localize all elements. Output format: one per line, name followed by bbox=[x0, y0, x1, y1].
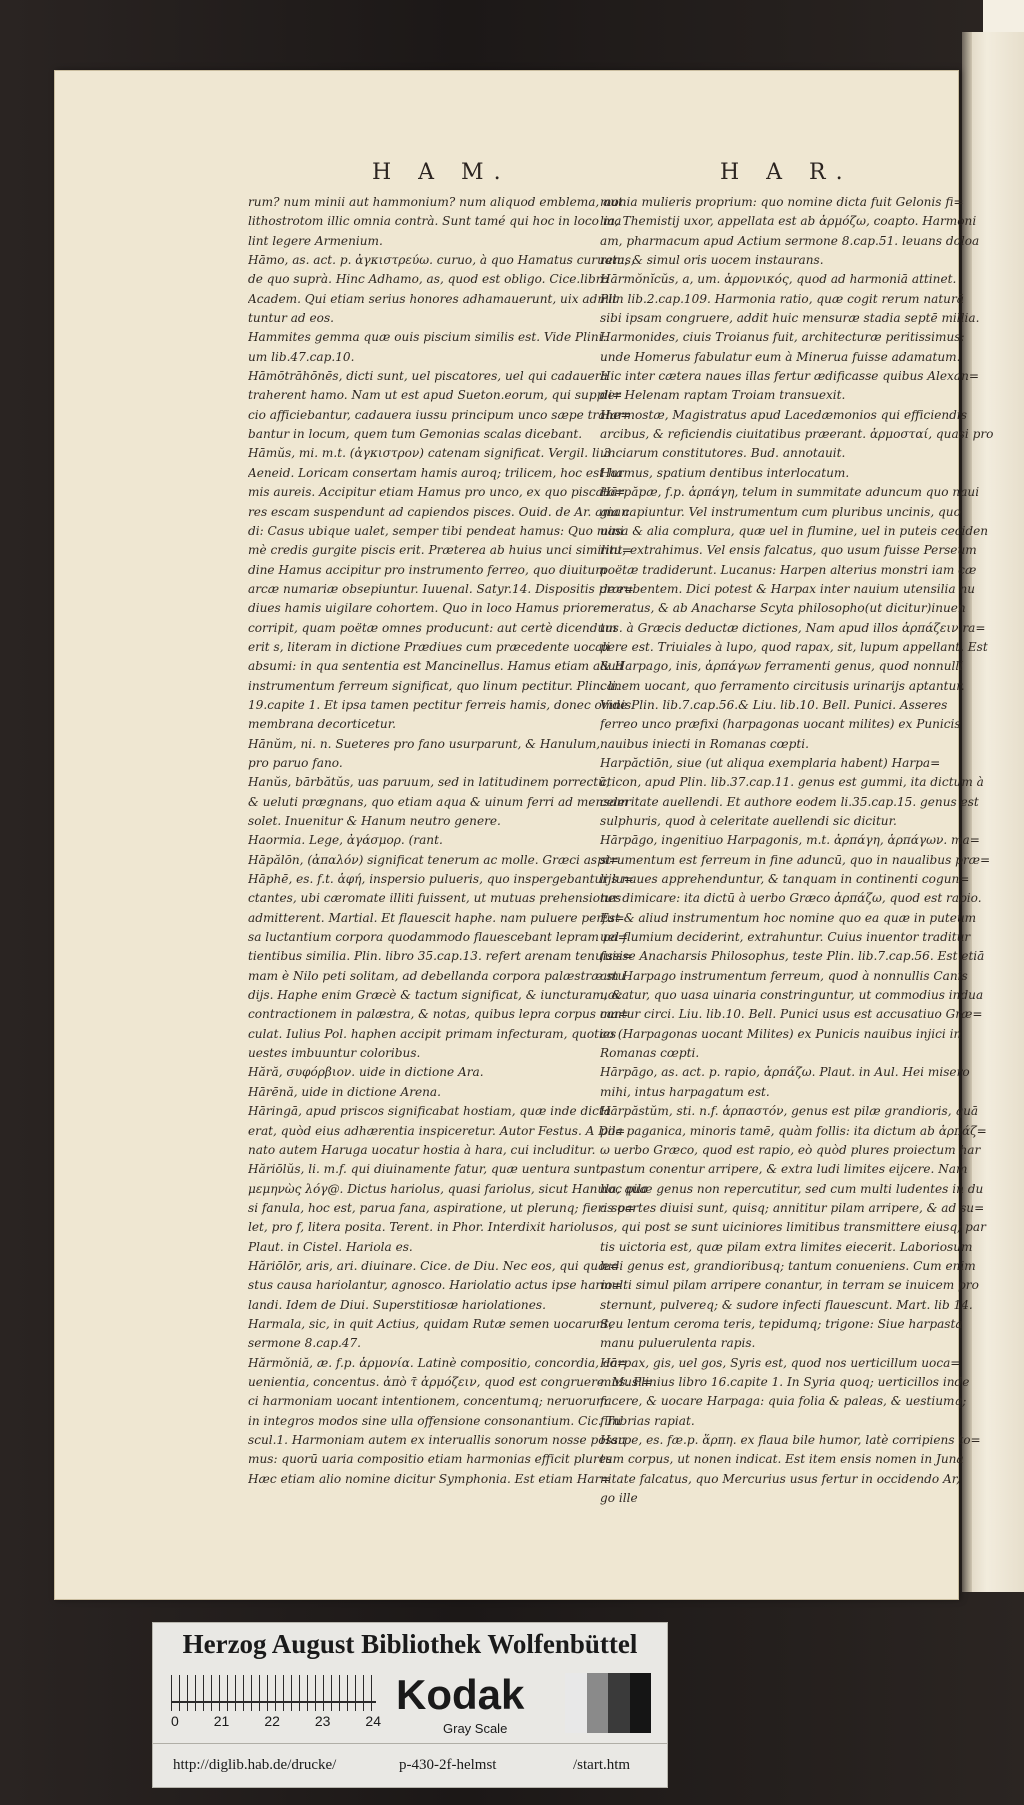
url-suffix: /start.htm bbox=[573, 1757, 631, 1773]
text-line: poëtæ tradiderunt. Lucanus: Harpen alterius monstri iam cæ bbox=[600, 562, 977, 577]
text-line: si fanula, hoc est, parua fana, aspiratione, ut plerunq; fieri so= bbox=[248, 1200, 635, 1215]
text-line: Hăriōlŭs, li. m.f. qui diuinamente fatur, quæ uentura sunt, bbox=[248, 1162, 605, 1177]
text-line: rum? num minii aut hammonium? num aliquod emblema, aut bbox=[248, 195, 623, 209]
text-line: ferreo unco præfixi (harpagonas uocant milites) ex Punicis bbox=[600, 717, 961, 732]
text-line: Hāringā, apud priscos significabat hostiam, quæ inde dicta bbox=[248, 1104, 612, 1119]
text-line: mam è Nilo peti solitam, ad debellanda corpora palæstræ stu bbox=[248, 968, 626, 983]
text-line: ω uerbo Græco, quod est rapio, eò quòd plures proiectum har bbox=[600, 1142, 981, 1157]
text-line: Hārpăpæ, f.p. ἁρπάγη, telum in summitate aduncum quo naui bbox=[600, 485, 980, 500]
text-line: pastum conentur arripere, & extra ludi limites eijcere. Nam bbox=[600, 1162, 968, 1177]
text-line: Hanŭs, bārbătŭs, uas paruum, sed in latitudinem porrectū, bbox=[248, 775, 610, 790]
text-line: gia capiuntur. Vel instrumentum cum pluribus uncinis, quo bbox=[600, 504, 961, 519]
kodak-logo: Kodak bbox=[396, 1671, 525, 1718]
url-prefix: http://diglib.hab.de/drucke/ bbox=[173, 1757, 337, 1773]
text-line: Hăriōlōr, aris, ari. diuinare. Cice. de Diu. Nec eos, qui quæ= bbox=[248, 1258, 620, 1273]
text-line: manu puluerulenta rapis. bbox=[600, 1336, 756, 1351]
text-line: mus. Plinius libro 16.capite 1. In Syria quoq; uerticillos inde bbox=[600, 1374, 970, 1389]
text-line: Harmala, sic, in quit Actius, quidam Rutæ semen uocarunt, bbox=[248, 1316, 613, 1331]
target-divider bbox=[153, 1743, 667, 1744]
text-line: Hic inter cætera naues illas fertur ædificasse quibus Alexan= bbox=[600, 369, 980, 384]
text-line: pila paganica, minoris tamē, quàm follis: ita dictum ab ἁρπάζ= bbox=[600, 1123, 987, 1138]
text-line: dijs. Haphe enim Græcè & tactum significat, & iuncturam, & bbox=[248, 988, 623, 1003]
text-line: Hără, συφόρβιον. uide in dictione Ara. bbox=[248, 1065, 484, 1080]
scale-ruler-base bbox=[171, 1701, 376, 1703]
text-line: um lib.47.cap.10. bbox=[248, 349, 355, 364]
text-line: μεμηνὼς λόγ@. Dictus hariolus, quasi fariolus, sicut Hanula, qua bbox=[248, 1181, 647, 1196]
text-line: diues hamis uigilare cohortem. Quo in loco Hamus priorem bbox=[248, 601, 612, 616]
text-line: in integros modos sine ulla offensione consonantium. Cic. Tu bbox=[248, 1413, 622, 1428]
text-line: canem uocant, quo ferramento circitusis urinarijs aptantur. bbox=[600, 678, 965, 693]
header-right: H A R. bbox=[720, 160, 853, 185]
text-line: mus: quorū uaria compositio etiam harmonias efficit plures. bbox=[248, 1452, 616, 1467]
text-line: instrumentum ferreum significat, quo linum pectitur. Plin. li. bbox=[248, 678, 620, 693]
text-line: fimbrias rapiat. bbox=[600, 1413, 695, 1428]
scale-number: 23 bbox=[314, 1713, 331, 1729]
text-line: unciarum constitutores. Bud. annotauit. bbox=[600, 446, 846, 461]
gray-swatches bbox=[565, 1673, 651, 1733]
scale-ruler bbox=[171, 1675, 376, 1711]
text-line: sa luctantium corpora quodammodo flauescebant lepram pa= bbox=[248, 930, 628, 945]
scale-number: 24 bbox=[365, 1713, 381, 1729]
text-line: nauibus iniecti in Romanas cœpti. bbox=[600, 736, 809, 751]
text-line: lia, Themistij uxor, appellata est ab ἁρμόζω, coapto. Harmoni bbox=[600, 214, 977, 229]
text-line: contractionem in palæstra, & notas, quibus lepra corpus ma= bbox=[248, 1007, 629, 1022]
text-line: Harmostæ, Magistratus apud Lacedæmonios qui efficiendis bbox=[600, 407, 967, 422]
gray-swatch bbox=[608, 1673, 630, 1733]
text-line: uenientia, concentus. ἀπὸ τ̄ ἁρμόζειν, quod est congruere. Musi= bbox=[248, 1374, 653, 1389]
text-line: Vide Plin. lib.7.cap.56.& Liu. lib.10. Bell. Punici. Asseres bbox=[600, 697, 948, 712]
text-line: sternunt, pulvereq; & sudore infecti flauescunt. Mart. lib 14. bbox=[600, 1297, 973, 1312]
text-line: Hārpāgo, ingenitiuo Harpagonis, m.t. ἁρπάγη, ἁρπάγων. ma= bbox=[600, 833, 980, 848]
text-line: unde Homerus fabulatur eum à Minerua fuisse adamatum. bbox=[600, 349, 961, 364]
text-line: go ille bbox=[600, 1491, 638, 1506]
text-line: let, pro f, litera posita. Terent. in Phor. Interdixit hariolus. bbox=[248, 1220, 603, 1235]
text-line: mihi, intus harpagatum est. bbox=[600, 1084, 770, 1099]
url-row bbox=[153, 1749, 667, 1783]
text-line: Hāphē, es. f.t. ἁφή, inspersio pulueris, quo inspergebantur lu= bbox=[248, 872, 634, 887]
text-line: Hārmŏnĭcŭs, a, um. ἁρμονικός, quod ad harmoniā attinet. bbox=[600, 272, 957, 287]
text-line: Hāpălōn, (ἁπαλόν) significat tenerum ac molle. Græci aspi= bbox=[248, 852, 619, 867]
text-line: Academ. Qui etiam serius honores adhamauerunt, uix admit bbox=[248, 291, 618, 306]
text-line: di: Casus ubique ualet, semper tibi pendeat hamus: Quo mini bbox=[248, 523, 624, 538]
text-line: Romanas cœpti. bbox=[600, 1046, 700, 1061]
text-line: arcæ numariæ obsepiuntur. Iuuenal. Satyr.14. Dispositis præ= bbox=[248, 581, 634, 596]
text-line: & ueluti prægnans, quo etiam aqua & uinum ferri ad mensam bbox=[248, 794, 629, 809]
text-line: Aeneid. Loricam consertam hamis auroq; trilicem, hoc est ha bbox=[248, 465, 623, 480]
text-line: Hāmŭs, mi. m.t. (ἀγκιστρον) catenam significat. Vergil. li.3. bbox=[248, 446, 616, 461]
text-line: facere, & uocare Harpaga: quia folia & paleas, & uestiumq; bbox=[600, 1394, 967, 1409]
text-line: admitterent. Martial. Et flauescit haphe. nam puluere perfu= bbox=[248, 910, 625, 925]
text-line: Harpe, es. fæ.p. ἅρπη. ex flaua bile humor, latè corripiens to= bbox=[600, 1433, 981, 1447]
text-line: res escam suspendunt ad capiendos pisces. Ouid. de Ar. aman bbox=[248, 504, 629, 519]
text-line: as partes diuisi sunt, quisq; annititur pilam arripere, & ad su= bbox=[600, 1200, 985, 1215]
text-line: am, pharmacum apud Actium sermone 8.cap.51. leuans doloa bbox=[600, 233, 980, 248]
text-line: tientibus similia. Plin. libro 35.cap.13. refert arenam tenuissi= bbox=[248, 949, 634, 964]
text-line: uestes imbuuntur coloribus. bbox=[248, 1046, 421, 1061]
text-line: erat, quòd eius adhærentia inspiceretur. Autor Festus. A Do= bbox=[248, 1123, 626, 1138]
gray-swatch bbox=[630, 1673, 652, 1733]
text-line: pere est. Triuiales à lupo, quod rapax, sit, lupum appellant. Est bbox=[600, 639, 988, 654]
text-line: tis uictoria est, quæ pilam extra limites eiecerit. Laboriosum bbox=[600, 1239, 973, 1254]
text-line: Hāmo, as. act. p. ἀγκιστρεύω. curuo, à quo Hamatus curuatus, bbox=[248, 253, 635, 268]
text-line: meratus, & ab Anacharse Scyta philosopho(ut dicitur)inuen bbox=[600, 601, 966, 616]
text-line: cantur circi. Liu. lib.10. Bell. Punici usus est accusatiuo Græ= bbox=[600, 1007, 983, 1022]
text-line: Hărmŏniă, æ. f.p. ἁρμονία. Latinè compositio, concordia, cō= bbox=[248, 1355, 628, 1370]
text-line: mis aureis. Accipitur etiam Hamus pro unco, ex quo piscato= bbox=[248, 485, 626, 500]
text-line: scul.1. Harmoniam autem ex interuallis sonorum nosse possu bbox=[248, 1433, 626, 1447]
text-line: Harmus, spatium dentibus interlocatum. bbox=[600, 465, 850, 480]
text-line: erit s, literam in dictione Prædiues cum præcedente uocali bbox=[248, 639, 611, 654]
text-line: solet. Inuenitur & Hanum neutro genere. bbox=[248, 814, 501, 828]
text-line: sermone 8.cap.47. bbox=[248, 1336, 362, 1351]
gray-swatch bbox=[587, 1673, 609, 1733]
text-line: de quo suprà. Hinc Adhamo, as, quod est obligo. Cice.libro bbox=[248, 272, 609, 287]
text-line: co (Harpagonas uocant Milites) ex Punicis nauibus injici in bbox=[600, 1026, 962, 1041]
text-line: bantur in locum, quem tum Gemonias scalas dicebant. bbox=[248, 427, 583, 442]
text-line: traherent hamo. Nam ut est apud Sueton.eorum, qui suppli= bbox=[248, 388, 623, 403]
text-line: & Harpago, inis, ἁρπάγων ferramenti genus, quod nonnulli bbox=[600, 659, 964, 674]
text-line: rem, & simul oris uocem instaurans. bbox=[600, 253, 824, 268]
text-line: fuisse Anacharsis Philosophus, teste Plin. lib.7.cap.56. Est etiā bbox=[600, 949, 985, 964]
text-line: ctantes, ubi cæromate illiti fuissent, ut mutuas prehensiones bbox=[248, 891, 622, 906]
gray-scale-label: Gray Scale bbox=[443, 1721, 508, 1736]
text-line: ludi genus est, grandioribusq; tantum conueniens. Cum enim bbox=[600, 1258, 976, 1273]
text-line: lint legere Armenium. bbox=[248, 233, 383, 248]
scale-number: 0 bbox=[171, 1713, 179, 1729]
text-line: de rubentem. Dici potest & Harpax inter nauium utensilia nu bbox=[600, 581, 976, 596]
text-line: strumentum est ferreum in fine aduncū, quo in naualibus præ= bbox=[600, 852, 991, 867]
text-line: Hæc etiam alio nomine dicitur Symphonia. Est etiam Har= bbox=[248, 1471, 611, 1486]
text-line: tuntur ad eos. bbox=[248, 311, 334, 326]
text-line: 19.capite 1. Et ipsa tamen pectitur ferreis hamis, donec omnis bbox=[248, 697, 632, 712]
text-line: Hāmōtrāhōnēs, dicti sunt, uel piscatores, uel qui cadauera bbox=[248, 369, 608, 384]
text-line: Plaut. in Cistel. Hariola es. bbox=[248, 1239, 413, 1254]
text-line: sulphuris, quod à celeritate auellendi sic dicitur. bbox=[600, 814, 897, 828]
text-line: membrana decorticetur. bbox=[248, 717, 397, 732]
text-line: tum corpus, ut nonen indicat. Est item ensis nomen in Juna bbox=[600, 1452, 964, 1467]
text-line: tus. à Græcis deductæ dictiones, Nam apud illos ἁρπάζειν ra= bbox=[600, 620, 986, 635]
text-line: arcibus, & reficiendis ciuitatibus præerant. ἁρμοσταί, quasi pro bbox=[600, 427, 994, 442]
text-line: lithostrotom illic omnia contrà. Sunt tamé qui hoc in loco ma bbox=[248, 214, 622, 229]
library-name: Herzog August Bibliothek Wolfenbüttel bbox=[182, 1629, 638, 1659]
color-target bbox=[152, 1622, 668, 1788]
text-line: uel flumium deciderint, extrahuntur. Cuius inuentor traditur bbox=[600, 930, 971, 945]
text-line: nitate falcatus, quo Mercurius usus fertur in occidendo Ar, bbox=[600, 1471, 961, 1486]
text-line: Harpax, gis, uel gos, Syris est, quod nos uerticillum uoca= bbox=[600, 1355, 961, 1370]
text-line: absumi: in qua sententia est Mancinellus. Hamus etiam aliud bbox=[248, 659, 624, 674]
text-line: sibi ipsam congruere, addit huic mensuræ stadia septē millia. bbox=[600, 311, 980, 326]
text-line: Hānŭm, ni. n. Sueteres pro fano usurparunt, & Hanulum, bbox=[248, 736, 601, 751]
text-line: multi simul pilam arripere conantur, in terram se inuicem pro bbox=[600, 1278, 979, 1293]
text-line: mè credis gurgite piscis erit. Præterea ab huius unci similitu= bbox=[248, 543, 632, 558]
right-column bbox=[600, 193, 1008, 1508]
url-id: p-430-2f-helmst bbox=[399, 1757, 497, 1773]
text-line: cio afficiebantur, cadauera iussu principum unco sæpe trahe= bbox=[248, 407, 631, 422]
text-line: dine Hamus accipitur pro instrumento ferreo, quo diuitum bbox=[248, 562, 607, 577]
text-line: Harmonides, ciuis Troianus fuit, architecturæ peritissimus: bbox=[600, 330, 965, 345]
text-line: nato autem Haruga uocatur hostia à hara, cui includitur. bbox=[248, 1142, 596, 1157]
text-line: Seu lentum ceroma teris, tepidumq; trigone: Siue harpasta bbox=[600, 1316, 963, 1331]
gray-swatch bbox=[565, 1673, 587, 1733]
text-line: landi. Idem de Diui. Superstitiosæ hariolationes. bbox=[248, 1297, 546, 1312]
text-line: Hārpāgo, as. act. p. rapio, ἁρπάζω. Plaut. in Aul. Hei misero bbox=[600, 1065, 970, 1080]
text-line: culat. Iulius Pol. haphen accipit primam infecturam, quoties bbox=[248, 1026, 617, 1041]
text-line: am Harpago instrumentum ferreum, quod à nonnullis Canis bbox=[600, 968, 968, 983]
text-line: stus causa hariolantur, agnosco. Hariolatio actus ipse hario= bbox=[248, 1278, 623, 1293]
text-line: Hārēnă, uide in dictione Arena. bbox=[248, 1084, 441, 1099]
text-line: rint, extrahimus. Vel ensis falcatus, quo usum fuisse Perseum bbox=[600, 543, 977, 558]
text-line: Hammites gemma quæ ouis piscium similis est. Vide Plini. bbox=[248, 330, 607, 345]
scale-number: 21 bbox=[213, 1713, 230, 1729]
text-line: Est & aliud instrumentum hoc nomine quo ea quæ in puteum bbox=[600, 910, 977, 925]
text-line: monia mulieris proprium: quo nomine dicta fuit Gelonis fi= bbox=[600, 195, 964, 209]
text-line: pro paruo fano. bbox=[248, 755, 343, 770]
text-line: Plin lib.2.cap.109. Harmonia ratio, quæ cogit rerum naturā bbox=[600, 291, 964, 306]
left-column bbox=[248, 193, 656, 1489]
text-line: Harpăctiōn, siue (ut aliqua exemplaria habent) Harpa= bbox=[600, 755, 941, 770]
text-line: cticon, apud Plin. lib.37.cap.11. genus est gummi, ita dictum à bbox=[600, 775, 984, 790]
text-line: uocatur, quo uasa uinaria constringuntur, ut commodius indua bbox=[600, 988, 984, 1003]
header-left: H A M. bbox=[372, 160, 511, 185]
text-line: Hārpăstŭm, sti. n.f. ἁρπαστόν, genus est pilæ grandioris, quā bbox=[600, 1104, 979, 1119]
text-line: lijs naues apprehenduntur, & tanquam in continenti cogun= bbox=[600, 872, 970, 887]
text-line: uasa & alia complura, quæ uel in flumine, uel in puteis ceciden bbox=[600, 523, 989, 538]
scale-numbers bbox=[171, 1713, 381, 1729]
text-line: Haormia. Lege, ἀγάσμορ. (rant. bbox=[248, 833, 443, 848]
text-line: der Helenam raptam Troiam transuexit. bbox=[600, 388, 846, 403]
text-line: hoc pilæ genus non repercutitur, sed cum multi ludentes in du bbox=[600, 1181, 984, 1196]
text-line: os, qui post se sunt uiciniores limitibus transmittere eiusq; par bbox=[600, 1220, 986, 1235]
text-line: tur dimicare: ita dictū à uerbo Græco ἁρπάζω, quod est rapio. bbox=[600, 891, 982, 906]
text-line: corripit, quam poëtæ omnes producunt: aut certè dicendum bbox=[248, 620, 617, 635]
text-line: celeritate auellendi. Et authore eodem li.35.cap.15. genus est bbox=[600, 794, 979, 809]
scale-number: 22 bbox=[264, 1713, 280, 1729]
text-line: ci harmoniam uocant intentionem, concentumq; neruorum bbox=[248, 1394, 608, 1409]
